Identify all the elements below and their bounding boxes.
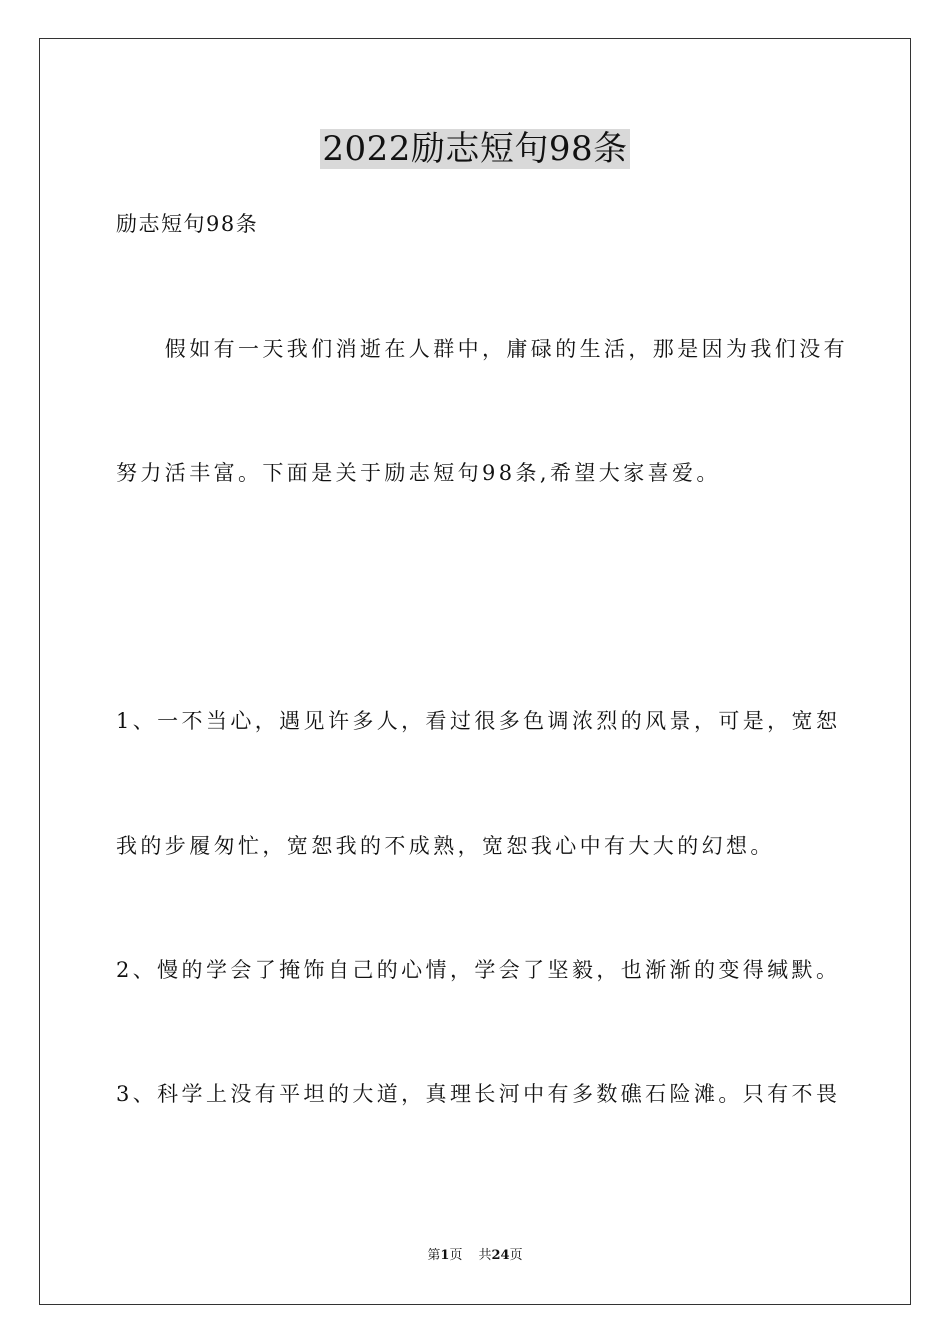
footer-total-prefix: 共 bbox=[478, 1248, 492, 1263]
paragraph-line: 2、慢的学会了掩饰自己的心情，学会了坚毅，也渐渐的变得缄默。 bbox=[116, 958, 841, 982]
footer-total-pages: 24 bbox=[491, 1248, 510, 1263]
paragraph-line: 我的步履匆忙，宽恕我的不成熟，宽恕我心中有大大的幻想。 bbox=[116, 834, 775, 858]
footer-page-prefix: 第 bbox=[427, 1248, 441, 1263]
paragraph-line: 假如有一天我们消逝在人群中，庸碌的生活，那是因为我们没有 bbox=[116, 337, 848, 361]
document-subtitle: 励志短句98条 bbox=[116, 212, 259, 236]
footer-page-number: 1 bbox=[440, 1248, 450, 1263]
footer-total-suffix: 页 bbox=[509, 1248, 523, 1263]
document-title bbox=[0, 126, 950, 172]
page-footer bbox=[0, 1247, 950, 1265]
footer-page-suffix: 页 bbox=[449, 1248, 463, 1263]
paragraph-line: 1、一不当心，遇见许多人，看过很多色调浓烈的风景，可是，宽恕 bbox=[116, 709, 841, 733]
paragraph-line: 3、科学上没有平坦的大道，真理长河中有多数礁石险滩。只有不畏 bbox=[116, 1082, 841, 1106]
document-title-text: 2022励志短句98条 bbox=[322, 129, 628, 169]
paragraph-line: 努力活丰富。下面是关于励志短句98条,希望大家喜爱。 bbox=[116, 461, 721, 485]
